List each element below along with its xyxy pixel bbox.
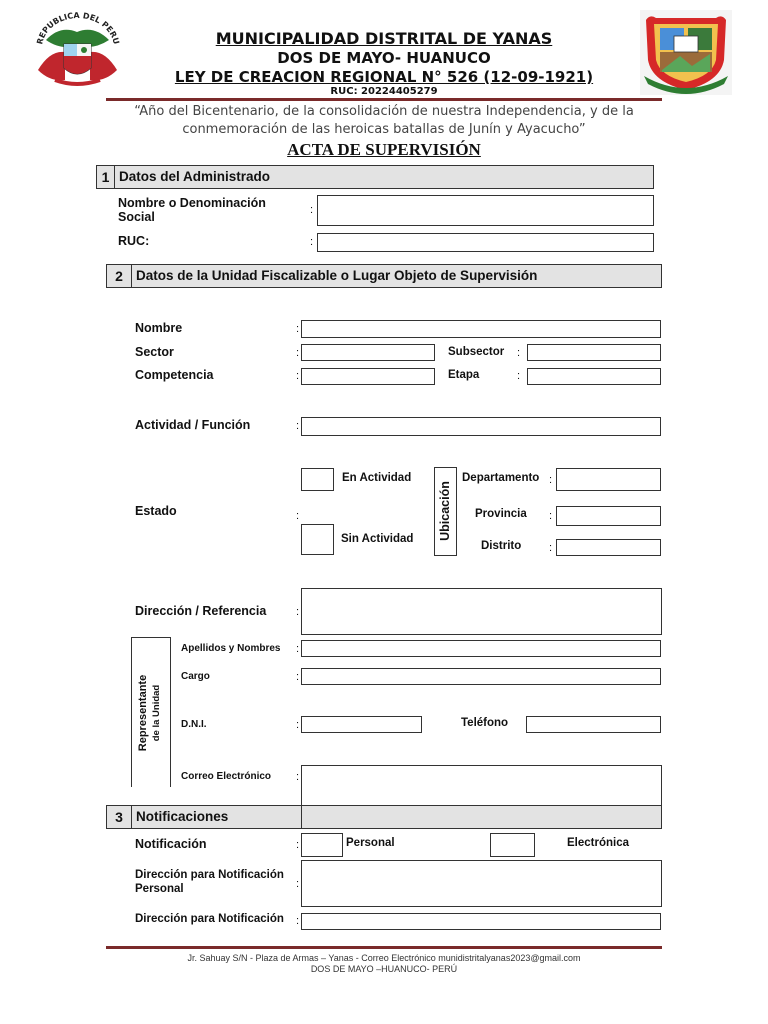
label-ruc: RUC: xyxy=(118,234,150,248)
document-title: ACTA DE SUPERVISIÓN xyxy=(287,140,481,159)
header-rule xyxy=(106,98,662,101)
header-municipality: MUNICIPALIDAD DISTRITAL DE YANAS xyxy=(215,29,553,48)
label-distrito: Distrito xyxy=(481,540,522,552)
label-notificacion: Notificación xyxy=(135,837,207,851)
label-correo: Correo Electrónico xyxy=(181,771,272,782)
provincia-input[interactable] xyxy=(556,506,661,526)
label-ubicacion: Ubicación xyxy=(438,481,452,541)
telefono-input[interactable] xyxy=(526,716,661,733)
electronica-checkbox[interactable] xyxy=(490,833,535,857)
dni-input[interactable] xyxy=(301,716,422,733)
motto-line-1: “Año del Bicentenario, de la consolidación de nuestra Independencia, y de la xyxy=(134,104,634,119)
nombre-input[interactable] xyxy=(301,320,661,338)
section-1-number: 1 xyxy=(97,166,115,188)
label-departamento: Departamento xyxy=(462,472,540,484)
section-2-title: Datos de la Unidad Fiscalizable o Lugar Objeto de Supervisión xyxy=(136,268,538,283)
dir-notificacion-input[interactable] xyxy=(301,913,661,930)
cargo-input[interactable] xyxy=(301,668,661,685)
label-dir-notificacion: Dirección para Notificación xyxy=(135,913,284,925)
seal-text: REPUBLICA DEL PERU xyxy=(35,10,121,46)
label-apellidos: Apellidos y Nombres xyxy=(181,643,281,654)
label-dni: D.N.I. xyxy=(181,719,207,730)
label-cargo: Cargo xyxy=(181,671,210,682)
label-estado: Estado xyxy=(135,504,177,518)
actividad-input[interactable] xyxy=(301,417,661,436)
section-3-number: 3 xyxy=(107,806,132,828)
label-dir-personal-1: Dirección para Notificación xyxy=(135,869,284,881)
section-2-number: 2 xyxy=(107,265,132,287)
correo-input[interactable] xyxy=(301,765,662,806)
label-direccion: Dirección / Referencia xyxy=(135,604,267,618)
label-sin-actividad: Sin Actividad xyxy=(341,533,414,545)
footer-location: DOS DE MAYO –HUANUCO- PERÚ xyxy=(310,964,458,974)
label-etapa: Etapa xyxy=(448,369,480,381)
ruc-input[interactable] xyxy=(317,233,654,252)
subsector-input[interactable] xyxy=(527,344,661,361)
label-subsector: Subsector xyxy=(448,346,505,358)
sin-actividad-checkbox[interactable] xyxy=(301,524,334,555)
section-2-header xyxy=(106,264,662,288)
label-sector: Sector xyxy=(135,345,174,359)
header-ruc: RUC: 20224405279 xyxy=(330,86,438,97)
label-provincia: Provincia xyxy=(475,508,527,520)
apellidos-input[interactable] xyxy=(301,640,661,657)
label-competencia: Competencia xyxy=(135,368,214,382)
label-representante xyxy=(136,648,166,778)
label-personal: Personal xyxy=(346,837,395,849)
label-telefono: Teléfono xyxy=(461,717,509,729)
competencia-input[interactable] xyxy=(301,368,435,385)
departamento-input[interactable] xyxy=(556,468,661,491)
en-actividad-checkbox[interactable] xyxy=(301,468,334,491)
section-1-title: Datos del Administrado xyxy=(119,169,271,184)
label-representante-line2: de la Unidad xyxy=(151,684,162,742)
direccion-input[interactable] xyxy=(301,588,662,635)
header-law: LEY DE CREACION REGIONAL N° 526 (12-09-1921) xyxy=(174,68,594,86)
section-3-header xyxy=(106,805,662,829)
label-nombre: Nombre xyxy=(135,321,183,335)
header-location: DOS DE MAYO- HUANUCO xyxy=(277,49,491,67)
denominacion-social-input[interactable] xyxy=(317,195,654,226)
section-1-header xyxy=(96,165,654,189)
section-3-title: Notificaciones xyxy=(136,809,229,824)
footer-address: Jr. Sahuay S/N - Plaza de Armas – Yanas - Correo Electrónico munidistritalyanas2023@gmail.com xyxy=(187,953,581,963)
label-actividad: Actividad / Función xyxy=(135,418,251,432)
footer-rule xyxy=(106,946,662,949)
etapa-input[interactable] xyxy=(527,368,661,385)
label-representante-line1: Representante xyxy=(137,674,149,752)
label-denominacion: Nombre o Denominación xyxy=(118,196,266,210)
dir-personal-input[interactable] xyxy=(301,860,662,907)
label-electronica: Electrónica xyxy=(567,837,629,849)
label-social: Social xyxy=(118,210,155,224)
personal-checkbox[interactable] xyxy=(301,833,343,857)
sector-input[interactable] xyxy=(301,344,435,361)
motto-line-2: conmemoración de las heroicas batallas de Junín y Ayacucho” xyxy=(182,122,586,137)
label-en-actividad: En Actividad xyxy=(342,472,412,484)
distrito-input[interactable] xyxy=(556,539,661,556)
label-dir-personal-2: Personal xyxy=(135,883,184,895)
